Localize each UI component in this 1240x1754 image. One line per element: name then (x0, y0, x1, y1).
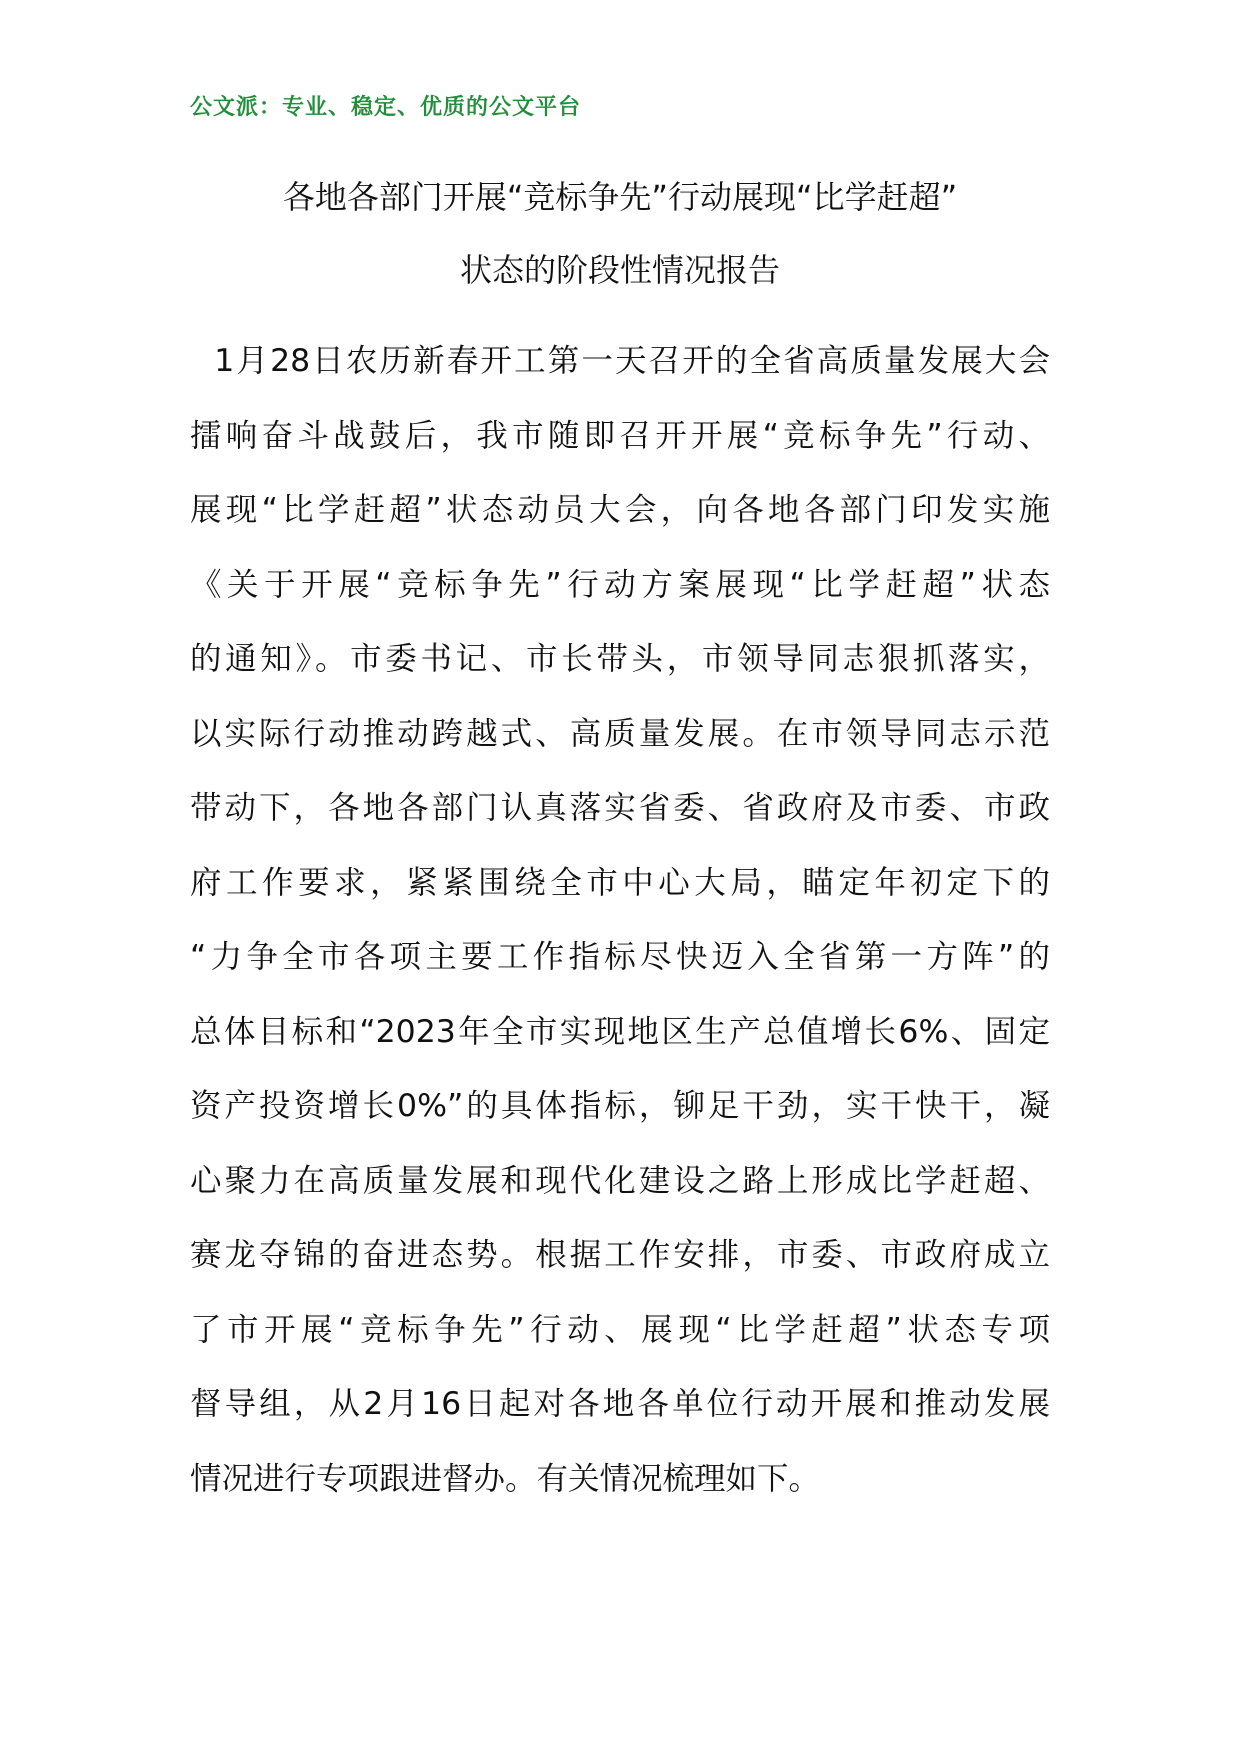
body-line: 带动下，各地各部门认真落实省委、省政府及市委、市政 (190, 790, 1050, 826)
body-line: 督导组，从2月16日起对各地各单位行动开展和推动发展 (190, 1386, 1050, 1422)
body-line: 府工作要求，紧紧围绕全市中心大局，瞄定年初定下的 (190, 864, 1050, 901)
body-line: 擂响奋斗战鼓后，我市随即召开开展“竞标争先”行动、 (190, 417, 1051, 454)
body-line: 心聚力在高质量发展和现代化建设之路上形成比学赶超、 (190, 1162, 1050, 1199)
body-line: 以实际行动推动跨越式、高质量发展。在市领导同志示范 (190, 715, 1050, 752)
document-title-line-1: 各地各部门开展“竞标争先”行动展现“比学赶超” (282, 178, 958, 216)
body-line: 展现“比学赶超”状态动员大会，向各地各部门印发实施 (190, 492, 1050, 528)
body-line: 情况进行专项跟进督办。有关情况梳理如下。 (190, 1460, 821, 1497)
body-line: 的通知》。市委书记、市长带头，市领导同志狠抓落实， (190, 641, 1050, 677)
body-line: 资产投资增长0%”的具体指标，铆足干劲，实干快干，凝 (190, 1088, 1050, 1124)
platform-header-tag: 公文派：专业、稳定、优质的公文平台 (190, 94, 582, 120)
document-body (190, 341, 1050, 1533)
body-line: 《关于开展“竞标争先”行动方案展现“比学赶超”状态 (190, 566, 1050, 603)
document-title-line-2: 状态的阶段性情况报告 (459, 251, 780, 289)
body-line: 1月28日农历新春开工第一天召开的全省高质量发展大会 (190, 343, 1050, 379)
body-line: “力争全市各项主要工作指标尽快迈入全省第一方阵”的 (190, 939, 1050, 975)
body-line: 了市开展“竞标争先”行动、展现“比学赶超”状态专项 (190, 1311, 1050, 1348)
body-line: 赛龙夺锦的奋进态势。根据工作安排，市委、市政府成立 (190, 1237, 1050, 1273)
body-line: 总体目标和“2023年全市实现地区生产总值增长6%、固定 (190, 1013, 1050, 1050)
